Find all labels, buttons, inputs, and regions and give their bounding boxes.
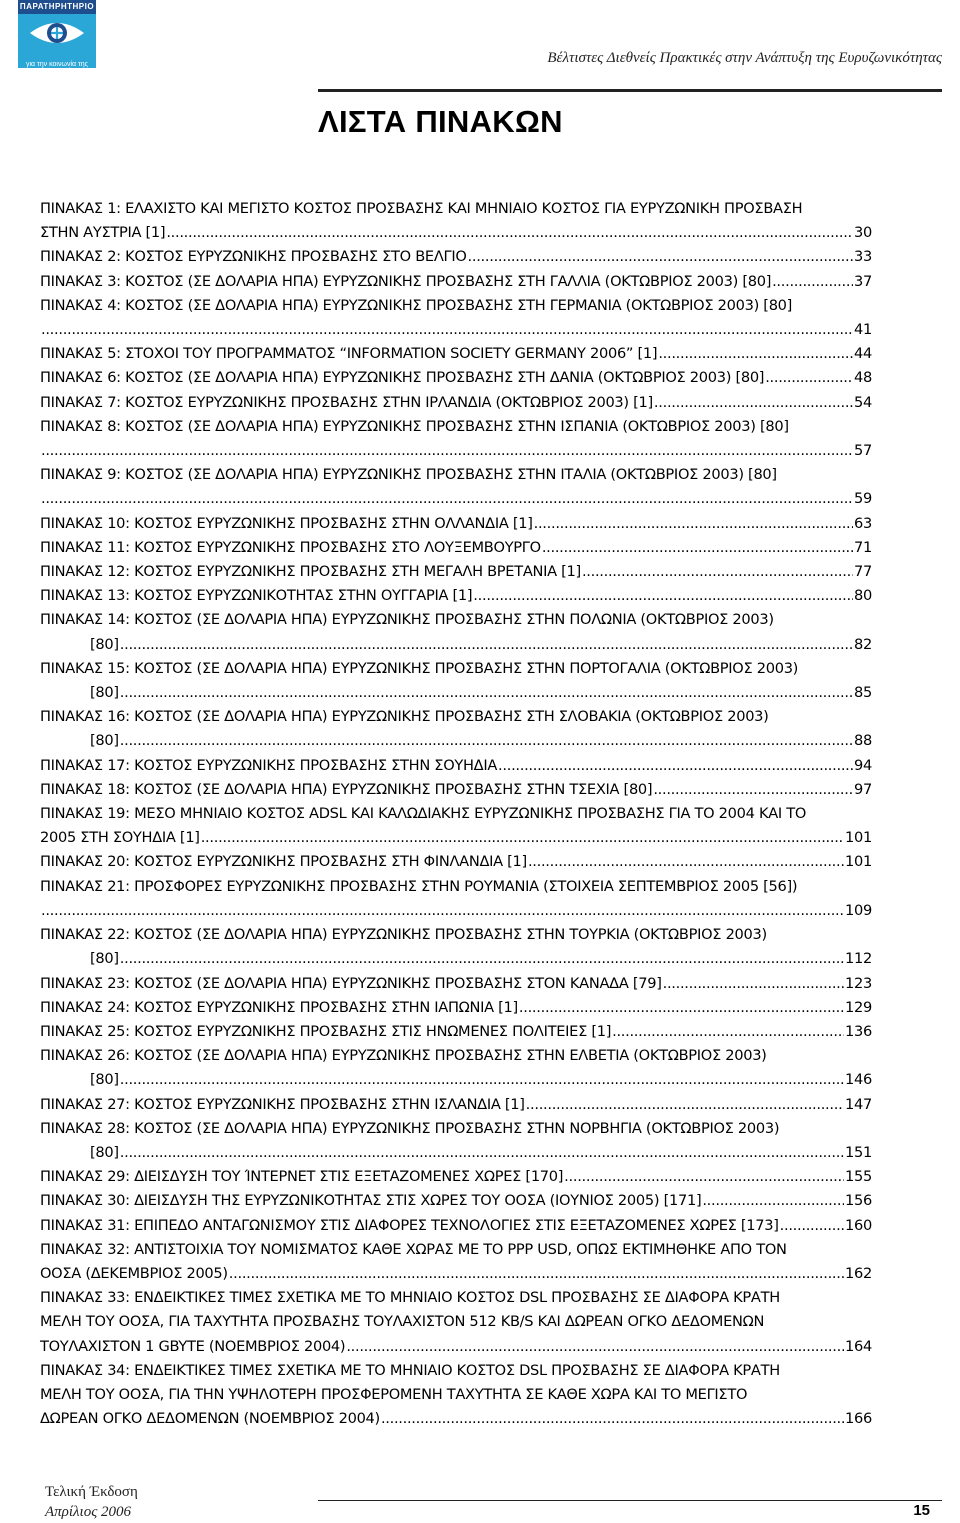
toc-entry[interactable] xyxy=(40,1044,872,1092)
toc-entry[interactable] xyxy=(40,1093,872,1117)
toc-entry-text: ΠΙΝΑΚΑΣ 29: ΔΙΕΙΣΔΥΣΗ ΤΟΥ ΊΝΤΕΡΝΕΤ ΣΤΙΣ ΕΞΕΤΑΖΟΜΕΝΕΣ ΧΩΡΕΣ [170] xyxy=(40,1168,564,1186)
toc-page-number: 155 xyxy=(845,1168,872,1186)
toc-entry-text-line: ΠΙΝΑΚΑΣ 26: ΚΟΣΤΟΣ (ΣΕ ΔΟΛΑΡΙΑ ΗΠΑ) ΕΥΡΥΖΩΝΙΚΗΣ ΠΡΟΣΒΑΣΗΣ ΣΤΗΝ ΕΛΒΕΤΙΑ (ΟΚΤΩΒΡΙΟΣ 2003) xyxy=(40,1047,767,1065)
toc-entry-text: ΠΙΝΑΚΑΣ 24: ΚΟΣΤΟΣ ΕΥΡΥΖΩΝΙΚΗΣ ΠΡΟΣΒΑΣΗΣ ΣΤΗΝ ΙΑΠΩΝΙΑ [1] xyxy=(40,998,518,1016)
toc-entry[interactable] xyxy=(40,245,872,269)
toc-entry[interactable] xyxy=(40,366,872,390)
dot-leader xyxy=(468,245,853,269)
toc-entry[interactable] xyxy=(40,512,872,536)
dot-leader xyxy=(528,850,844,874)
dot-leader xyxy=(201,826,844,850)
toc-entry[interactable] xyxy=(40,270,872,294)
toc-entry-last-line xyxy=(40,899,872,923)
toc-entry-text-line: ΠΙΝΑΚΑΣ 1: ΕΛΑΧΙΣΤΟ ΚΑΙ ΜΕΓΙΣΤΟ ΚΟΣΤΟΣ ΠΡΟΣΒΑΣΗΣ ΚΑΙ ΜΗΝΙΑΙΟ ΚΟΣΤΟΣ ΓΙΑ ΕΥΡΥΖΩΝΙΚΗ ΠΡΟΣΒΑΣΗ xyxy=(40,200,803,217)
toc-entry[interactable] xyxy=(40,850,872,874)
footer xyxy=(45,1482,138,1522)
toc-page-number: 123 xyxy=(845,974,872,992)
toc-page-number: 33 xyxy=(854,248,872,266)
toc-entry-text: ΠΙΝΑΚΑΣ 10: ΚΟΣΤΟΣ ΕΥΡΥΖΩΝΙΚΗΣ ΠΡΟΣΒΑΣΗΣ ΣΤΗΝ ΟΛΛΑΝΔΙΑ [1] xyxy=(40,514,533,532)
dot-leader xyxy=(702,1189,844,1213)
dot-leader xyxy=(653,778,853,802)
toc-page-number: 129 xyxy=(845,998,872,1016)
toc-page-number: 164 xyxy=(845,1337,872,1355)
toc-entry-last-line xyxy=(40,972,872,996)
toc-page-number: 156 xyxy=(845,1192,872,1210)
toc-entry-text: [80] xyxy=(90,684,119,702)
dot-leader xyxy=(120,729,853,753)
toc-page-number: 44 xyxy=(854,345,872,363)
toc-entry-last-line xyxy=(40,1407,872,1431)
dot-leader xyxy=(654,391,853,415)
dot-leader xyxy=(658,342,853,366)
toc-entry-text-line: ΠΙΝΑΚΑΣ 16: ΚΟΣΤΟΣ (ΣΕ ΔΟΛΑΡΙΑ ΗΠΑ) ΕΥΡΥΖΩΝΙΚΗΣ ΠΡΟΣΒΑΣΗΣ ΣΤΗ ΣΛΟΒΑΚΙΑ (ΟΚΤΩΒΡΙΟΣ 2003) xyxy=(40,708,769,726)
toc-entry[interactable] xyxy=(40,778,872,802)
dot-leader xyxy=(120,681,853,705)
toc-entry-text: ΣΤΗΝ ΑΥΣΤΡΙΑ [1] xyxy=(40,224,166,242)
dot-leader xyxy=(381,1407,844,1431)
toc-entry-last-line xyxy=(40,850,872,874)
dot-leader xyxy=(346,1335,844,1359)
toc-entry-last-line xyxy=(40,342,872,366)
toc-entry[interactable] xyxy=(40,1165,872,1189)
toc-entry[interactable] xyxy=(40,802,872,850)
toc-entry[interactable] xyxy=(40,560,872,584)
toc-page-number: 59 xyxy=(854,490,872,508)
toc-entry-text-line: ΠΙΝΑΚΑΣ 21: ΠΡΟΣΦΟΡΕΣ ΕΥΡΥΖΩΝΙΚΗΣ ΠΡΟΣΒΑΣΗΣ ΣΤΗΝ ΡΟΥΜΑΝΙΑ (ΣΤΟΙΧΕΙΑ ΣΕΠΤΕΜΒΡΙΟΣ 2005 [56]) xyxy=(40,877,798,895)
toc-entry-text-line: ΠΙΝΑΚΑΣ 34: ΕΝΔΕΙΚΤΙΚΕΣ ΤΙΜΕΣ ΣΧΕΤΙΚΑ ΜΕ ΤΟ ΜΗΝΙΑΙΟ ΚΟΣΤΟΣ DSL ΠΡΟΣΒΑΣΗΣ ΣΕ ΔΙΑΦΟΡΑ ΚΡΑΤΗ xyxy=(40,1361,780,1379)
toc-entry-text: ΠΙΝΑΚΑΣ 18: ΚΟΣΤΟΣ (ΣΕ ΔΟΛΑΡΙΑ ΗΠΑ) ΕΥΡΥΖΩΝΙΚΗΣ ΠΡΟΣΒΑΣΗΣ ΣΤΗΝ ΤΣΕΧΙΑ [80] xyxy=(40,780,653,798)
dot-leader xyxy=(542,536,853,560)
toc-entry[interactable] xyxy=(40,1020,872,1044)
toc-entry-last-line xyxy=(40,1214,872,1238)
toc-page-number: 63 xyxy=(854,514,872,532)
toc-entry-last-line xyxy=(40,366,872,390)
toc-page-number: 41 xyxy=(854,321,872,339)
toc-entry[interactable] xyxy=(40,1117,872,1165)
eye-emblem-icon xyxy=(18,16,96,50)
dot-leader xyxy=(498,754,853,778)
toc-entry[interactable] xyxy=(40,754,872,778)
toc-page-number: 109 xyxy=(845,901,872,919)
toc-entry-text: [80] xyxy=(90,732,119,750)
toc-entry-last-line xyxy=(40,947,872,971)
toc-entry-text: ΠΙΝΑΚΑΣ 23: ΚΟΣΤΟΣ (ΣΕ ΔΟΛΑΡΙΑ ΗΠΑ) ΕΥΡΥΖΩΝΙΚΗΣ ΠΡΟΣΒΑΣΗΣ ΣΤΟΝ ΚΑΝΑΔΑ [79] xyxy=(40,974,662,992)
toc-entry-last-line xyxy=(40,1093,872,1117)
toc-page-number: 101 xyxy=(845,829,872,847)
toc-entry-text-line: ΜΕΛΗ ΤΟΥ ΟΟΣΑ, ΓΙΑ ΤΗΝ ΥΨΗΛΟΤΕΡΗ ΠΡΟΣΦΕΡΟΜΕΝΗ ΤΑΧΥΤΗΤΑ ΣΕ ΚΑΘΕ ΧΩΡΑ ΚΑΙ ΤΟ ΜΕΓΙΣΤΟ xyxy=(40,1385,748,1403)
page-title: ΛΙΣΤΑ ΠΙΝΑΚΩΝ xyxy=(318,104,563,139)
toc-entry[interactable] xyxy=(40,415,872,463)
toc-entry[interactable] xyxy=(40,1238,872,1286)
toc-entry[interactable] xyxy=(40,584,872,608)
toc-entry-last-line xyxy=(40,1189,872,1213)
toc-entry-last-line xyxy=(40,584,872,608)
toc-page-number: 88 xyxy=(854,732,872,750)
toc-entry-last-line xyxy=(40,560,872,584)
dot-leader xyxy=(41,899,844,923)
toc-entry-last-line xyxy=(40,391,872,415)
toc-page-number: 85 xyxy=(854,684,872,702)
toc-entry-last-line xyxy=(40,536,872,560)
toc-entry-last-line xyxy=(40,681,872,705)
toc-entry[interactable] xyxy=(40,197,872,245)
document-subtitle: Βέλτιστες Διεθνείς Πρακτικές στην Ανάπτυξη της Ευρυζωνικότητας xyxy=(547,50,942,66)
dot-leader xyxy=(41,318,853,342)
toc-entry-last-line xyxy=(40,1335,872,1359)
toc-entry-text: 2005 ΣΤΗ ΣΟΥΗΔΙΑ [1] xyxy=(40,829,200,847)
toc-entry[interactable] xyxy=(40,536,872,560)
toc-entry-text: ΠΙΝΑΚΑΣ 7: ΚΟΣΤΟΣ ΕΥΡΥΖΩΝΙΚΗΣ ΠΡΟΣΒΑΣΗΣ ΣΤΗΝ ΙΡΛΑΝΔΙΑ (ΟΚΤΩΒΡΙΟΣ 2003) [1] xyxy=(40,393,653,411)
toc-entry-last-line xyxy=(40,778,872,802)
toc-entry[interactable] xyxy=(40,657,872,705)
footer-divider xyxy=(318,1500,942,1501)
toc-entry[interactable] xyxy=(40,1214,872,1238)
toc-entry-text: ΠΙΝΑΚΑΣ 27: ΚΟΣΤΟΣ ΕΥΡΥΖΩΝΙΚΗΣ ΠΡΟΣΒΑΣΗΣ ΣΤΗΝ ΙΣΛΑΝΔΙΑ [1] xyxy=(40,1095,525,1113)
toc-entry-text: ΠΙΝΑΚΑΣ 6: ΚΟΣΤΟΣ (ΣΕ ΔΟΛΑΡΙΑ ΗΠΑ) ΕΥΡΥΖΩΝΙΚΗΣ ΠΡΟΣΒΑΣΗΣ ΣΤΗ ΔΑΝΙΑ (ΟΚΤΩΒΡΙΟΣ 2003) [80] xyxy=(40,369,765,387)
toc-entry[interactable] xyxy=(40,875,872,923)
toc-entry-last-line xyxy=(40,512,872,536)
toc-entry-last-line xyxy=(40,221,872,245)
toc-entry-last-line xyxy=(40,826,872,850)
toc-page-number: 101 xyxy=(845,853,872,871)
toc-entry[interactable] xyxy=(40,463,872,511)
dot-leader xyxy=(120,1141,844,1165)
toc-entry-last-line xyxy=(40,1165,872,1189)
dot-leader xyxy=(120,633,853,657)
toc-entry-text: ΠΙΝΑΚΑΣ 13: ΚΟΣΤΟΣ ΕΥΡΥΖΩΝΙΚΟΤΗΤΑΣ ΣΤΗΝ ΟΥΓΓΑΡΙΑ [1] xyxy=(40,587,473,605)
footer-edition: Τελική Έκδοση xyxy=(45,1484,138,1500)
toc-entry[interactable] xyxy=(40,1359,872,1432)
toc-entry[interactable] xyxy=(40,294,872,342)
toc-entry-text-line: ΠΙΝΑΚΑΣ 4: ΚΟΣΤΟΣ (ΣΕ ΔΟΛΑΡΙΑ ΗΠΑ) ΕΥΡΥΖΩΝΙΚΗΣ ΠΡΟΣΒΑΣΗΣ ΣΤΗ ΓΕΡΜΑΝΙΑ (ΟΚΤΩΒΡΙΟΣ 2003) [80] xyxy=(40,296,793,314)
toc-page-number: 30 xyxy=(854,224,872,242)
toc-page-number: 54 xyxy=(854,393,872,411)
toc-entry-text: ΠΙΝΑΚΑΣ 5: ΣΤΟΧΟΙ ΤΟΥ ΠΡΟΓΡΑΜΜΑΤΟΣ “INFORMATION SOCIETY GERMANY 2006” [1] xyxy=(40,345,658,363)
dot-leader xyxy=(765,366,853,390)
toc-entry-text: ΠΙΝΑΚΑΣ 17: ΚΟΣΤΟΣ ΕΥΡΥΖΩΝΙΚΗΣ ΠΡΟΣΒΑΣΗΣ ΣΤΗΝ ΣΟΥΗΔΙΑ xyxy=(40,756,498,774)
dot-leader xyxy=(780,1214,844,1238)
logo-emblem xyxy=(18,14,96,75)
logo-tagline: για την κοινωνία της πληροφορίας xyxy=(25,61,89,75)
page-number: 15 xyxy=(913,1502,930,1519)
list-of-tables xyxy=(40,197,872,1431)
toc-entry[interactable] xyxy=(40,705,872,753)
toc-entry-text-line: ΠΙΝΑΚΑΣ 19: ΜΕΣΟ ΜΗΝΙΑΙΟ ΚΟΣΤΟΣ ADSL ΚΑΙ ΚΑΛΩΔΙΑΚΗΣ ΕΥΡΥΖΩΝΙΚΗΣ ΠΡΟΣΒΑΣΗΣ ΓΙΑ ΤΟ 2004 ΚΑΙ ΤΟ xyxy=(40,805,807,823)
toc-entry[interactable] xyxy=(40,1286,872,1359)
toc-entry-text: ΠΙΝΑΚΑΣ 11: ΚΟΣΤΟΣ ΕΥΡΥΖΩΝΙΚΗΣ ΠΡΟΣΒΑΣΗΣ ΣΤΟ ΛΟΥΞΕΜΒΟΥΡΓΟ xyxy=(40,538,541,556)
footer-date: Απρίλιος 2006 xyxy=(45,1504,132,1520)
dot-leader xyxy=(663,972,844,996)
dot-leader xyxy=(120,1068,844,1092)
dot-leader xyxy=(526,1093,844,1117)
toc-page-number: 160 xyxy=(845,1216,872,1234)
toc-entry-text-line: ΠΙΝΑΚΑΣ 32: ΑΝΤΙΣΤΟΙΧΙΑ ΤΟΥ ΝΟΜΙΣΜΑΤΟΣ ΚΑΘΕ ΧΩΡΑΣ ΜΕ ΤΟ PPP USD, ΟΠΩΣ ΕΚΤΙΜΗΘΗΚΕ ΑΠΟ ΤΟΝ xyxy=(40,1240,787,1258)
toc-entry-text-line: ΠΙΝΑΚΑΣ 28: ΚΟΣΤΟΣ (ΣΕ ΔΟΛΑΡΙΑ ΗΠΑ) ΕΥΡΥΖΩΝΙΚΗΣ ΠΡΟΣΒΑΣΗΣ ΣΤΗΝ ΝΟΡΒΗΓΙΑ (ΟΚΤΩΒΡΙΟΣ 2003) xyxy=(40,1119,780,1137)
toc-entry-text-line: ΠΙΝΑΚΑΣ 15: ΚΟΣΤΟΣ (ΣΕ ΔΟΛΑΡΙΑ ΗΠΑ) ΕΥΡΥΖΩΝΙΚΗΣ ΠΡΟΣΒΑΣΗΣ ΣΤΗΝ ΠΟΡΤΟΓΑΛΙΑ (ΟΚΤΩΒΡΙΟΣ 2003) xyxy=(40,659,799,677)
toc-page-number: 77 xyxy=(854,563,872,581)
toc-entry[interactable] xyxy=(40,608,872,656)
toc-entry[interactable] xyxy=(40,996,872,1020)
toc-entry[interactable] xyxy=(40,391,872,415)
toc-entry-last-line xyxy=(40,1068,872,1092)
toc-entry[interactable] xyxy=(40,972,872,996)
observatory-logo xyxy=(18,0,96,75)
toc-entry-last-line xyxy=(40,439,872,463)
toc-entry-last-line xyxy=(40,633,872,657)
toc-page-number: 57 xyxy=(854,442,872,460)
dot-leader xyxy=(582,560,853,584)
dot-leader xyxy=(41,487,853,511)
dot-leader xyxy=(534,512,853,536)
toc-page-number: 147 xyxy=(845,1095,872,1113)
dot-leader xyxy=(612,1020,844,1044)
toc-entry[interactable] xyxy=(40,342,872,366)
dot-leader xyxy=(772,270,853,294)
toc-page-number: 71 xyxy=(854,538,872,556)
toc-entry-text: [80] xyxy=(90,1143,119,1161)
dot-leader xyxy=(564,1165,844,1189)
toc-entry-text: ΠΙΝΑΚΑΣ 30: ΔΙΕΙΣΔΥΣΗ ΤΗΣ ΕΥΡΥΖΩΝΙΚΟΤΗΤΑΣ ΣΤΙΣ ΧΩΡΕΣ ΤΟΥ ΟΟΣΑ (ΙΟΥΝΙΟΣ 2005) [171] xyxy=(40,1192,702,1210)
toc-entry-last-line xyxy=(40,487,872,511)
toc-page-number: 37 xyxy=(854,272,872,290)
toc-entry-text: ΠΙΝΑΚΑΣ 3: ΚΟΣΤΟΣ (ΣΕ ΔΟΛΑΡΙΑ ΗΠΑ) ΕΥΡΥΖΩΝΙΚΗΣ ΠΡΟΣΒΑΣΗΣ ΣΤΗ ΓΑΛΛΙΑ (ΟΚΤΩΒΡΙΟΣ 2003) [80] xyxy=(40,272,772,290)
toc-page-number: 112 xyxy=(845,950,872,968)
toc-entry-text: [80] xyxy=(90,1071,119,1089)
toc-entry-text-line: ΠΙΝΑΚΑΣ 33: ΕΝΔΕΙΚΤΙΚΕΣ ΤΙΜΕΣ ΣΧΕΤΙΚΑ ΜΕ ΤΟ ΜΗΝΙΑΙΟ ΚΟΣΤΟΣ DSL ΠΡΟΣΒΑΣΗΣ ΣΕ ΔΙΑΦΟΡΑ ΚΡΑΤΗ xyxy=(40,1289,780,1307)
toc-entry-text: ΔΩΡΕΑΝ ΟΓΚΟ ΔΕΔΟΜΕΝΩΝ (ΝΟΕΜΒΡΙΟΣ 2004) xyxy=(40,1410,380,1428)
toc-entry-text: ΠΙΝΑΚΑΣ 12: ΚΟΣΤΟΣ ΕΥΡΥΖΩΝΙΚΗΣ ΠΡΟΣΒΑΣΗΣ ΣΤΗ ΜΕΓΑΛΗ ΒΡΕΤΑΝΙΑ [1] xyxy=(40,563,581,581)
toc-page-number: 151 xyxy=(845,1143,872,1161)
toc-entry-text-line: ΠΙΝΑΚΑΣ 8: ΚΟΣΤΟΣ (ΣΕ ΔΟΛΑΡΙΑ ΗΠΑ) ΕΥΡΥΖΩΝΙΚΗΣ ΠΡΟΣΒΑΣΗΣ ΣΤΗΝ ΙΣΠΑΝΙΑ (ΟΚΤΩΒΡΙΟΣ 2003) [80] xyxy=(40,417,789,435)
toc-entry[interactable] xyxy=(40,923,872,971)
header-divider xyxy=(318,89,942,92)
toc-entry-text: [80] xyxy=(90,950,119,968)
toc-page-number: 166 xyxy=(845,1410,872,1428)
toc-entry-text: ΟΟΣΑ (ΔΕΚΕΜΒΡΙΟΣ 2005) xyxy=(40,1264,228,1282)
dot-leader xyxy=(473,584,853,608)
toc-page-number: 82 xyxy=(854,635,872,653)
toc-entry-last-line xyxy=(40,996,872,1020)
dot-leader xyxy=(166,221,853,245)
dot-leader xyxy=(229,1262,844,1286)
toc-entry-text-line: ΠΙΝΑΚΑΣ 14: ΚΟΣΤΟΣ (ΣΕ ΔΟΛΑΡΙΑ ΗΠΑ) ΕΥΡΥΖΩΝΙΚΗΣ ΠΡΟΣΒΑΣΗΣ ΣΤΗΝ ΠΟΛΩΝΙΑ (ΟΚΤΩΒΡΙΟΣ 2003) xyxy=(40,611,774,629)
toc-page-number: 146 xyxy=(845,1071,872,1089)
toc-entry-last-line xyxy=(40,1262,872,1286)
toc-page-number: 136 xyxy=(845,1022,872,1040)
dot-leader xyxy=(519,996,844,1020)
toc-page-number: 162 xyxy=(845,1264,872,1282)
toc-entry-text-line: ΠΙΝΑΚΑΣ 22: ΚΟΣΤΟΣ (ΣΕ ΔΟΛΑΡΙΑ ΗΠΑ) ΕΥΡΥΖΩΝΙΚΗΣ ΠΡΟΣΒΑΣΗΣ ΣΤΗΝ ΤΟΥΡΚΙΑ (ΟΚΤΩΒΡΙΟΣ 2003) xyxy=(40,926,767,944)
toc-entry-text: ΠΙΝΑΚΑΣ 25: ΚΟΣΤΟΣ ΕΥΡΥΖΩΝΙΚΗΣ ΠΡΟΣΒΑΣΗΣ ΣΤΙΣ ΗΝΩΜΕΝΕΣ ΠΟΛΙΤΕΙΕΣ [1] xyxy=(40,1022,612,1040)
toc-entry-text: ΠΙΝΑΚΑΣ 31: ΕΠΙΠΕΔΟ ΑΝΤΑΓΩΝΙΣΜΟΥ ΣΤΙΣ ΔΙΑΦΟΡΕΣ ΤΕΧΝΟΛΟΓΙΕΣ ΣΤΙΣ ΕΞΕΤΑΖΟΜΕΝΕΣ ΧΩΡΕΣ [173] xyxy=(40,1216,779,1234)
toc-page-number: 94 xyxy=(854,756,872,774)
toc-entry-text: ΠΙΝΑΚΑΣ 20: ΚΟΣΤΟΣ ΕΥΡΥΖΩΝΙΚΗΣ ΠΡΟΣΒΑΣΗΣ ΣΤΗ ΦΙΝΛΑΝΔΙΑ [1] xyxy=(40,853,527,871)
toc-entry-last-line xyxy=(40,729,872,753)
toc-entry-text: [80] xyxy=(90,635,119,653)
toc-entry[interactable] xyxy=(40,1189,872,1213)
logo-title: ΠΑΡΑΤΗΡΗΤΗΡΙΟ xyxy=(18,0,96,14)
toc-page-number: 48 xyxy=(854,369,872,387)
toc-entry-text-line: ΠΙΝΑΚΑΣ 9: ΚΟΣΤΟΣ (ΣΕ ΔΟΛΑΡΙΑ ΗΠΑ) ΕΥΡΥΖΩΝΙΚΗΣ ΠΡΟΣΒΑΣΗΣ ΣΤΗΝ ΙΤΑΛΙΑ (ΟΚΤΩΒΡΙΟΣ 2003) [80] xyxy=(40,466,777,484)
toc-entry-last-line xyxy=(40,1141,872,1165)
toc-entry-last-line xyxy=(40,270,872,294)
toc-entry-text: ΠΙΝΑΚΑΣ 2: ΚΟΣΤΟΣ ΕΥΡΥΖΩΝΙΚΗΣ ΠΡΟΣΒΑΣΗΣ ΣΤΟ ΒΕΛΓΙΟ xyxy=(40,248,467,266)
toc-entry-last-line xyxy=(40,1020,872,1044)
dot-leader xyxy=(41,439,853,463)
toc-entry-text: ΤΟΥΛΑΧΙΣΤΟΝ 1 GBYTE (ΝΟΕΜΒΡΙΟΣ 2004) xyxy=(40,1337,346,1355)
toc-page-number: 97 xyxy=(854,780,872,798)
toc-entry-last-line xyxy=(40,754,872,778)
toc-entry-last-line xyxy=(40,245,872,269)
toc-entry-last-line xyxy=(40,318,872,342)
toc-entry-text-line: ΜΕΛΗ ΤΟΥ ΟΟΣΑ, ΓΙΑ ΤΑΧΥΤΗΤΑ ΠΡΟΣΒΑΣΗΣ ΤΟΥΛΑΧΙΣΤΟΝ 512 ΚΒ/S ΚΑΙ ΔΩΡΕΑΝ ΟΓΚΟ ΔΕΔΟΜΕΝΩΝ xyxy=(40,1313,765,1331)
toc-page-number: 80 xyxy=(854,587,872,605)
dot-leader xyxy=(120,947,844,971)
